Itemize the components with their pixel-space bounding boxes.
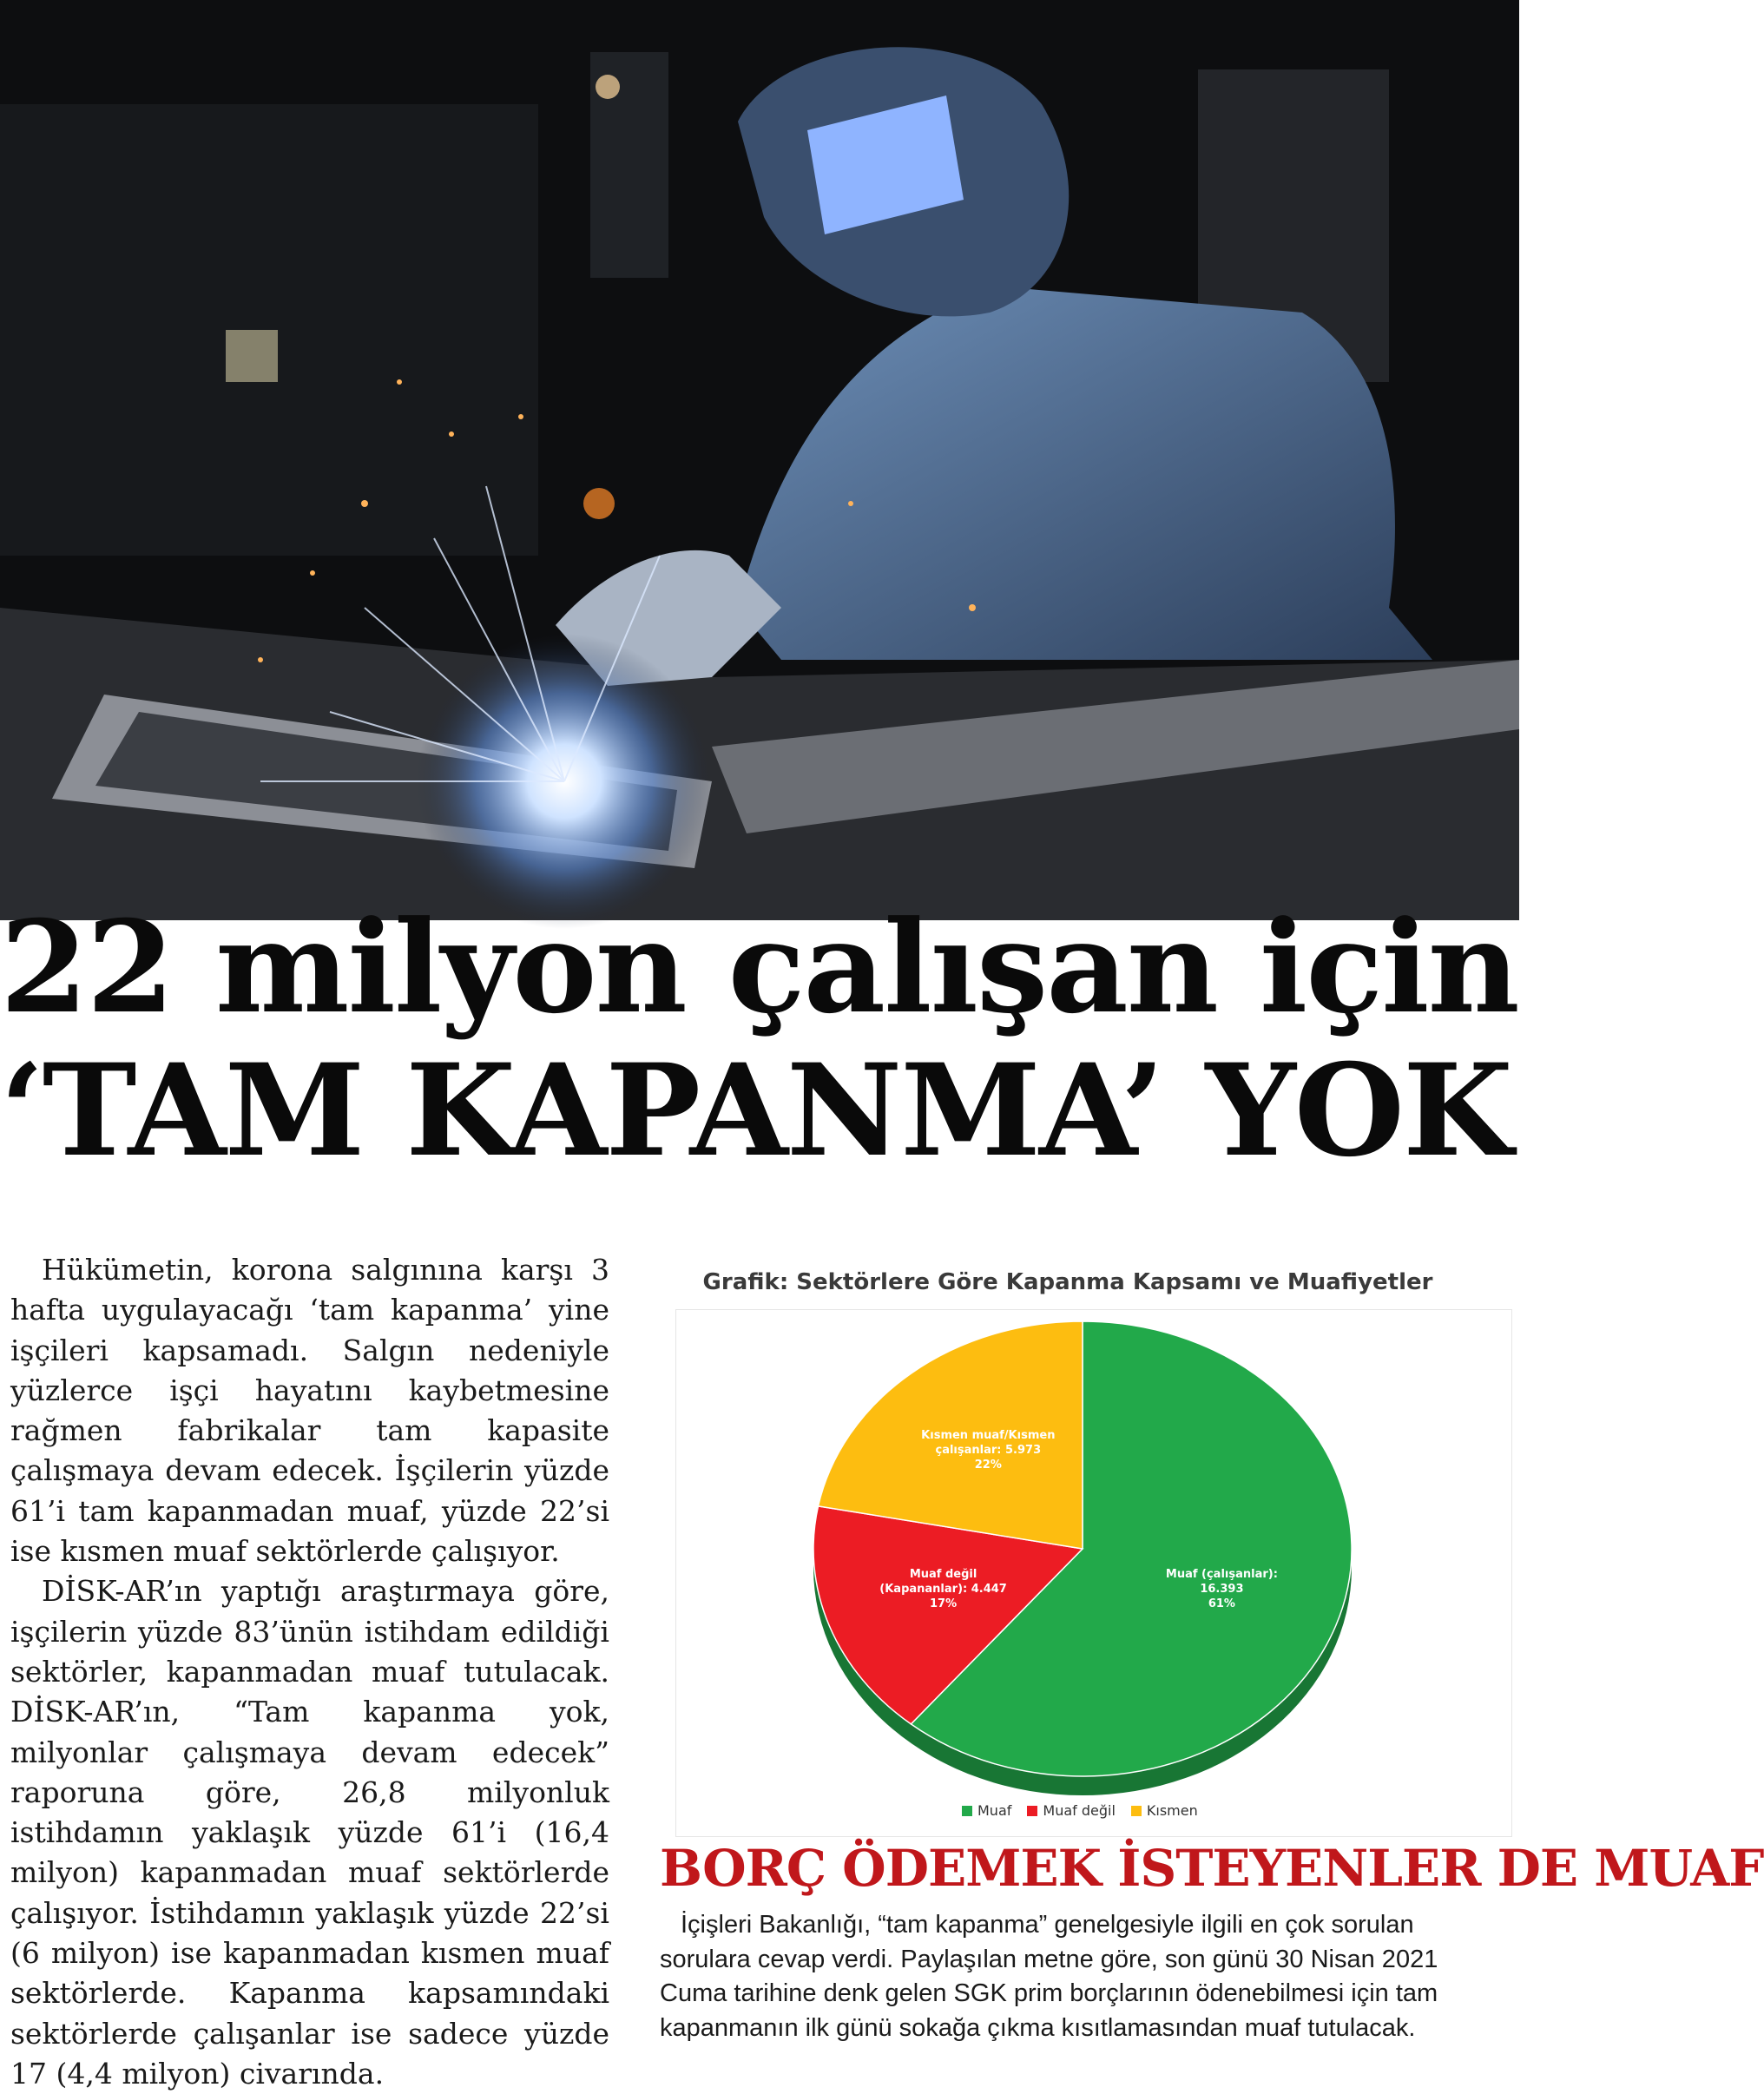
headline-line-1: 22 milyon çalışan için: [0, 893, 1518, 1042]
sidebar-heading: BORÇ ÖDEMEK İSTEYENLER DE MUAF: [660, 1839, 1764, 1898]
chart-legend: [962, 1802, 1198, 1819]
legend-item-muaf: Muaf: [962, 1802, 1011, 1819]
legend-item-muaf-degil: Muaf değil: [1027, 1802, 1116, 1819]
article-paragraph: DİSK-AR’ın yaptığı araştırmaya göre, işçilerin yüzde 83’ünün istihdam edildiği sektörler, kapanmadan muaf tutulacak. DİSK-AR’ın, “Tam kapanma yok, milyonlar çalışmaya devam edecek” raporuna göre, 26,8 milyonluk istihdamın yaklaşık yüzde 61’i (16,4 milyon) kapanmadan muaf sektörlerde çalışıyor. İstihdamın yaklaşık yüzde 22’si (6 milyon) ise kapanmadan kısmen muaf sektörlerde. Kapanma kapsamındaki sektörlerde çalışanlar ise sadece yüzde 17 (4,4 milyon) civarında.: [10, 1574, 609, 2091]
sidebar-text: İçişleri Bakanlığı, “tam kapanma” genelgesiyle ilgili en çok sorulan sorulara cevap verdi. Paylaşılan metne göre, son günü 30 Nisan 2021 Cuma tarihine denk gelen SGK prim borçlarının ödenebilmesi için tam kapanmanın ilk günü sokağa çıkma kısıtlamasından muaf tutulacak.: [660, 1911, 1438, 2042]
sidebar-body: [660, 1908, 1509, 2045]
header-photo: [0, 0, 1519, 920]
headline-line-2: ‘TAM KAPANMA’ YOK: [0, 1037, 1511, 1185]
legend-item-kismen: Kısmen: [1131, 1802, 1198, 1819]
chart-title: Grafik: Sektörlere Göre Kapanma Kapsamı ve Muafiyetler: [702, 1269, 1433, 1295]
chart-frame: [675, 1309, 1512, 1837]
pie-label-2: Kısmen muaf/Kısmen çalışanlar: 5.973 22%: [921, 1428, 1056, 1472]
pie-chart: [676, 1310, 1511, 1836]
pie-label-1: Muaf değil (Kapananlar): 4.447 17%: [879, 1567, 1007, 1610]
welder-illustration: [0, 0, 1519, 920]
article-body: [10, 1250, 609, 2094]
pie-label-0: Muaf (çalışanlar): 16.393 61%: [1165, 1567, 1278, 1610]
article-paragraph: Hükümetin, korona salgınına karşı 3 hafta uygulayacağı ‘tam kapanma’ yine işçileri kapsamadı. Salgın nedeniyle yüzlerce işçi hayatını kaybetmesine rağmen fabrikalar tam kapasite çalışmaya devam edecek. İşçilerin yüzde 61’i tam kapanmadan muaf, yüzde 22’si ise kısmen muaf sektörlerde çalışıyor.: [10, 1253, 609, 1569]
